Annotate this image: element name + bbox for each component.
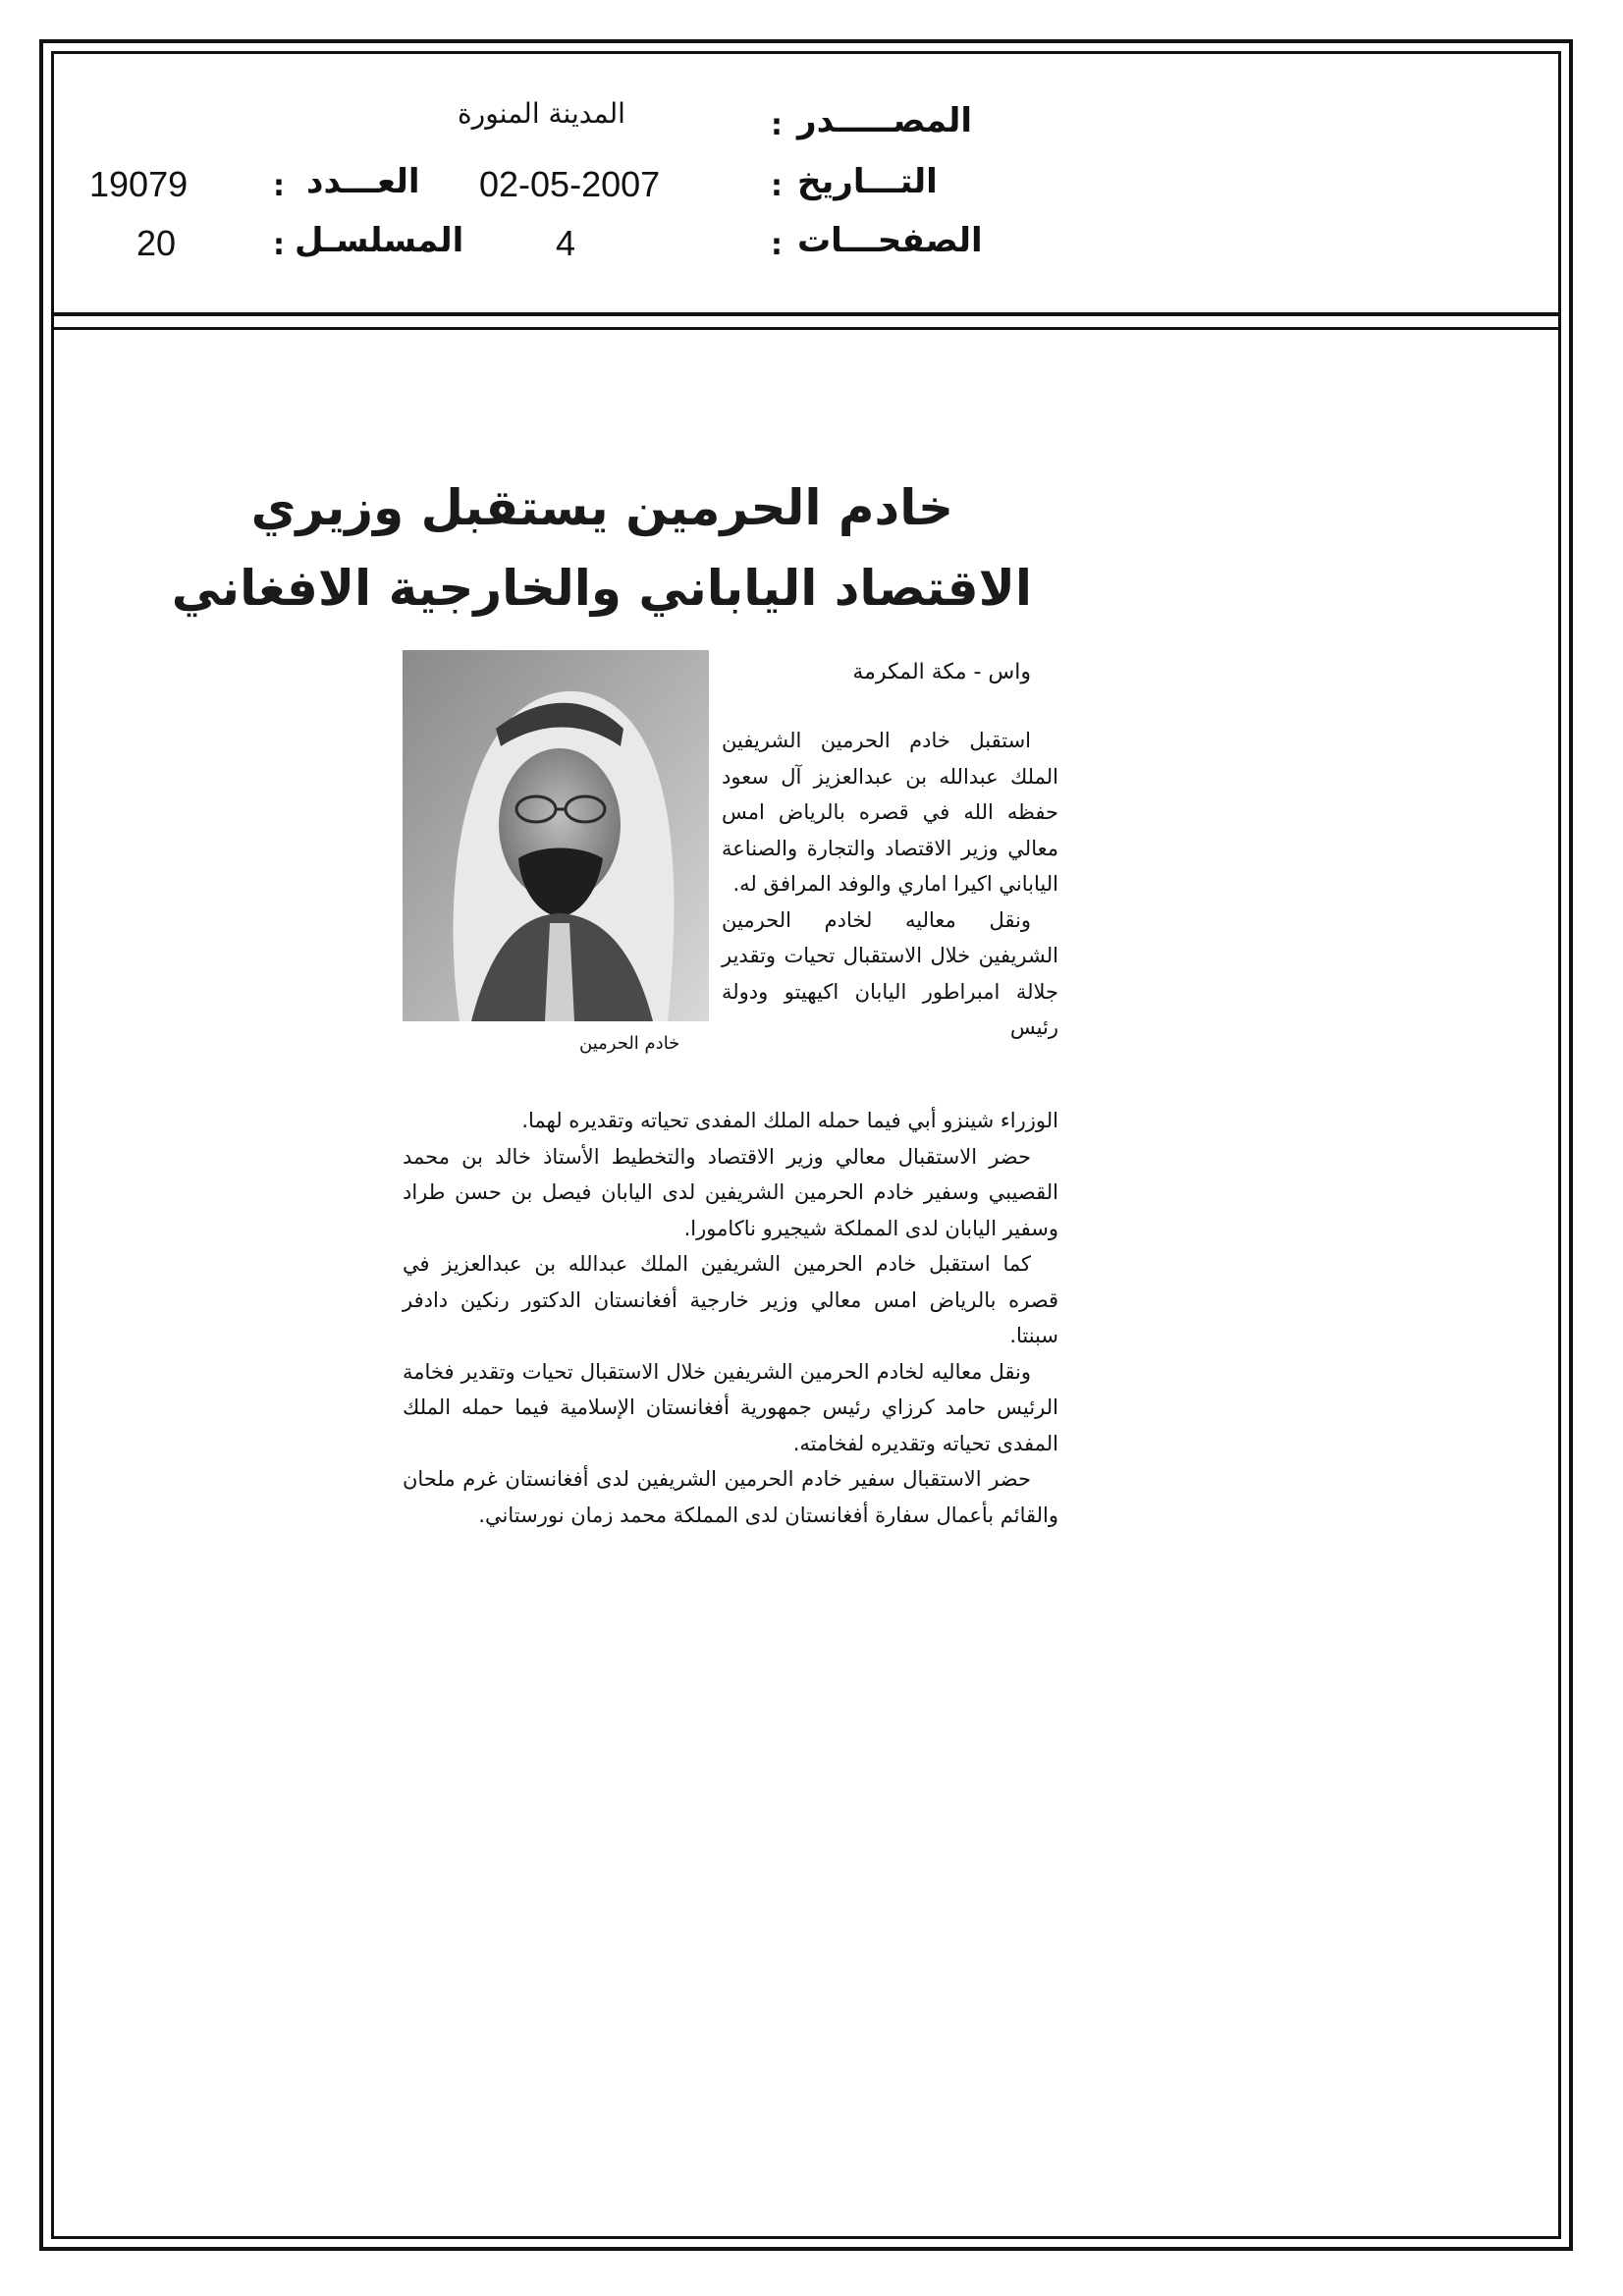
headline-line-2: الاقتصاد الياباني والخارجية الافغاني — [171, 560, 1032, 617]
serial-value: 20 — [136, 223, 177, 263]
date-label: التـــاريخ — [797, 162, 938, 201]
serial-colon: : — [273, 228, 285, 262]
portrait-image — [403, 650, 709, 1021]
date-colon: : — [771, 169, 783, 203]
photo-caption: خادم الحرمين — [579, 1033, 680, 1054]
serial-label: المسلسـل — [295, 221, 464, 260]
source-colon: : — [771, 108, 783, 142]
article-body-wide — [403, 1103, 1058, 1533]
article-photo — [403, 650, 709, 1021]
paragraph: استقبل خادم الحرمين الشريفين الملك عبدالله بن عبدالعزيز آل سعود حفظه الله في قصره بالرياض امس معالي وزير الاقتصاد والتجارة والصناعة الياباني اكيرا اماري والوفد المرافق له. — [722, 729, 1058, 896]
source-value: المدينة المنورة — [458, 97, 625, 130]
paragraph: كما استقبل خادم الحرمين الشريفين الملك عبدالله بن عبدالعزيز في قصره بالرياض امس معالي وزير خارجية أفغانستان الدكتور رنكين دادفر سبنتا. — [403, 1252, 1058, 1347]
pages-value: 4 — [556, 223, 576, 263]
issue-value: 19079 — [89, 164, 189, 204]
paragraph: الوزراء شينزو أبي فيما حمله الملك المفدى تحياته وتقديره لهما. — [521, 1109, 1058, 1132]
header-divider — [51, 312, 1561, 316]
pages-colon: : — [771, 228, 783, 262]
article-body-narrow — [722, 723, 1058, 1046]
paragraph: حضر الاستقبال سفير خادم الحرمين الشريفين لدى أفغانستان غرم ملحان والقائم بأعمال سفارة أفغانستان لدى المملكة محمد زمان نورستاني. — [403, 1467, 1058, 1527]
issue-label: العـــدد — [306, 162, 420, 201]
date-value: 02-05-2007 — [479, 164, 661, 204]
dateline: واس - مكة المكرمة — [852, 660, 1031, 684]
pages-label: الصفحـــات — [797, 221, 983, 260]
paragraph: ونقل معاليه لخادم الحرمين الشريفين خلال الاستقبال تحيات وتقدير فخامة الرئيس حامد كرزاي رئيس جمهورية أفغانستان الإسلامية فيما حمله الملك المفدى تحياته وتقديره لفخامته. — [403, 1359, 1058, 1455]
issue-colon: : — [273, 169, 285, 203]
header-divider-inner — [51, 327, 1561, 330]
paragraph: حضر الاستقبال معالي وزير الاقتصاد والتخطيط الأستاذ خالد بن محمد القصيبي وسفير خادم الحرمين الشريفين لدى اليابان فيصل بن حسن طراد وسفير اليابان لدى المملكة شيجيرو ناكامورا. — [403, 1144, 1058, 1240]
source-label: المصـــــدر — [797, 101, 973, 140]
paragraph: ونقل معاليه لخادم الحرمين الشريفين خلال الاستقبال تحيات وتقدير جلالة امبراطور اليابان اكيهيتو ودولة رئيس — [722, 907, 1058, 1039]
headline-line-1: خادم الحرمين يستقبل وزيري — [250, 479, 953, 536]
